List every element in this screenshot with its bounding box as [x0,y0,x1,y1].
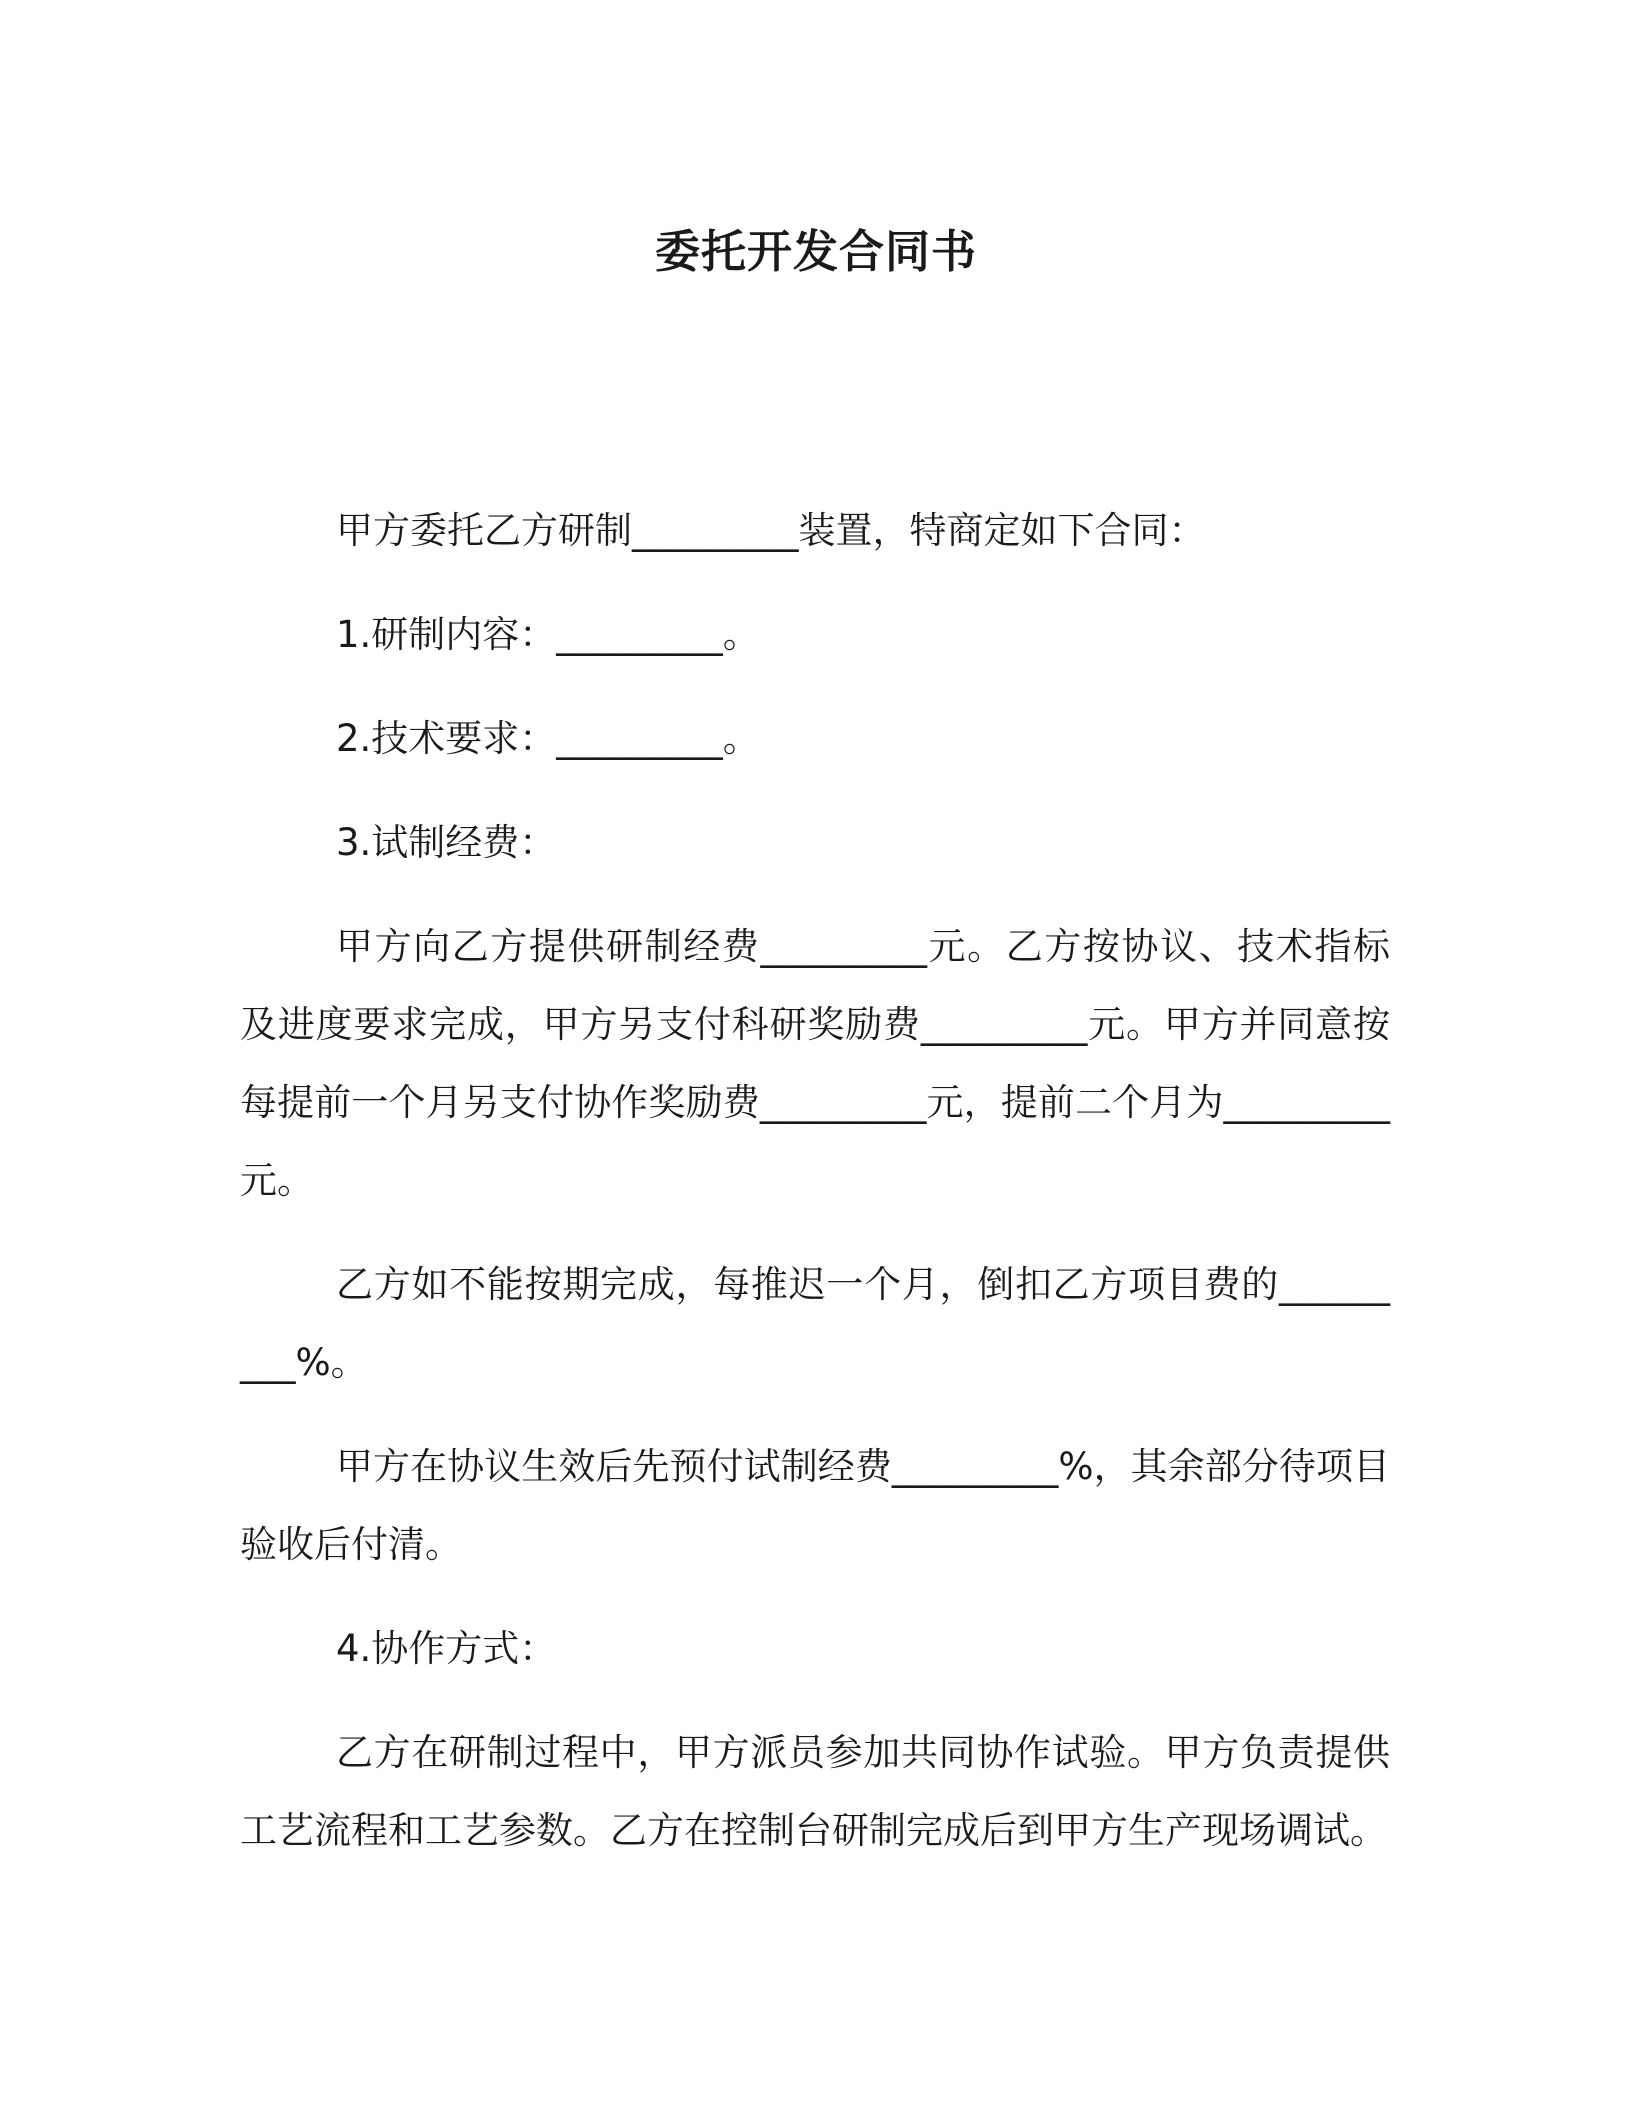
paragraph-research-content: 1.研制内容：_________。 [336,613,760,656]
paragraph-prepayment: 甲方在协议生效后先预付试制经费_________%，其余部分待项目验收后付清。 [240,1445,1390,1566]
paragraph-delay-penalty: 乙方如不能按期完成，每推迟一个月，倒扣乙方项目费的_________%。 [240,1263,1390,1384]
paragraph-technical-requirements: 2.技术要求：_________。 [336,717,760,760]
document-body [240,492,1390,1870]
paragraph-cooperation-heading: 4.协作方式： [336,1627,557,1670]
document-title: 委托开发合同书 [654,225,977,278]
paragraph-cooperation-details: 乙方在研制过程中，甲方派员参加共同协作试验。甲方负责提供工艺流程和工艺参数。乙方在控制台研制完成后到甲方生产现场调试。 [240,1731,1390,1852]
paragraph-intro: 甲方委托乙方研制_________装置，特商定如下合同： [336,509,1206,552]
paragraph-funding-details: 甲方向乙方提供研制经费_________元。乙方按协议、技术指标及进度要求完成，甲方另支付科研奖励费_________元。甲方并同意按每提前一个月另支付协作奖励费_________元，提前二个月为_________元。 [240,925,1390,1202]
paragraph-trial-funding-heading: 3.试制经费： [336,821,557,864]
